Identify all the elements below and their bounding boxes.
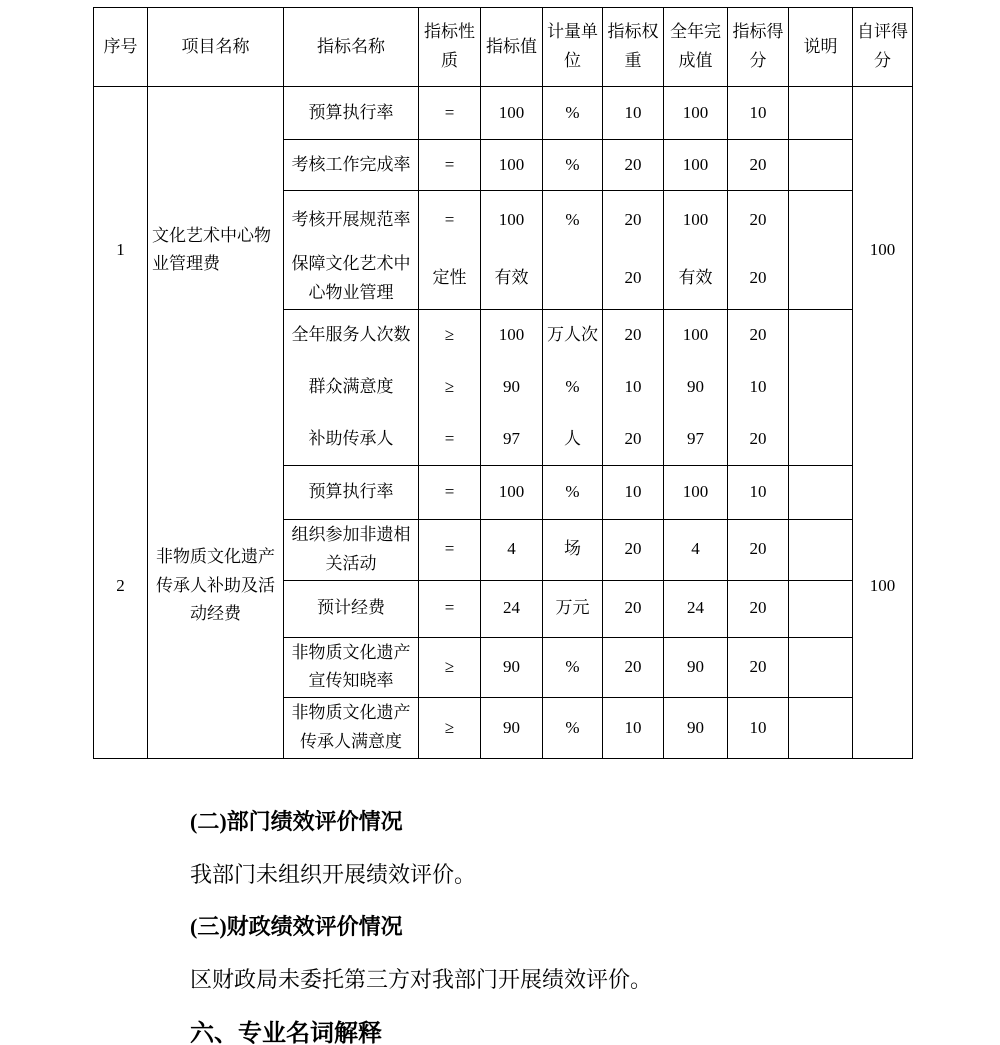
indicator-value-cell: 90 xyxy=(481,362,543,414)
indicator-nature-cell: ≥ xyxy=(419,638,481,699)
note-cell xyxy=(789,140,853,191)
section-heading-2: (二)部门绩效评价情况 xyxy=(190,809,403,834)
weight-cell: 10 xyxy=(603,362,664,414)
section-heading-3: (三)财政绩效评价情况 xyxy=(190,914,403,940)
indicator-score-cell: 20 xyxy=(728,581,789,638)
weight-cell: 20 xyxy=(603,520,664,581)
annual-done-cell: 4 xyxy=(664,520,728,581)
unit-cell: % xyxy=(543,638,603,699)
header-unit: 计量单位 xyxy=(543,8,603,87)
indicator-value-cell: 100 xyxy=(481,191,543,249)
indicator-nature-cell: = xyxy=(419,87,481,140)
performance-indicators-table xyxy=(93,7,913,759)
note-cell xyxy=(789,698,853,759)
note-cell xyxy=(789,520,853,581)
indicator-score-cell: 20 xyxy=(728,414,789,466)
indicator-value-cell: 24 xyxy=(481,581,543,638)
indicator-score-cell: 20 xyxy=(728,310,789,362)
section-heading-6: 六、专业名词解释 xyxy=(190,1019,382,1045)
note-cell xyxy=(789,249,853,310)
weight-cell: 20 xyxy=(603,140,664,191)
indicator-value-cell: 90 xyxy=(481,638,543,699)
unit-cell: 万元 xyxy=(543,581,603,638)
annual-done-cell: 100 xyxy=(664,310,728,362)
note-cell xyxy=(789,87,853,140)
indicator-nature-cell: = xyxy=(419,520,481,581)
table-row xyxy=(94,414,913,466)
header-seq: 序号 xyxy=(94,8,148,87)
indicator-score-cell: 20 xyxy=(728,520,789,581)
weight-cell: 20 xyxy=(603,638,664,699)
weight-cell: 20 xyxy=(603,191,664,249)
indicator-value-cell: 100 xyxy=(481,310,543,362)
indicator-value-cell: 100 xyxy=(481,87,543,140)
indicator-value-cell: 100 xyxy=(481,466,543,520)
indicator-nature-cell: ≥ xyxy=(419,310,481,362)
note-cell xyxy=(789,191,853,249)
indicator-score-cell: 20 xyxy=(728,638,789,699)
self-score-cell: 100 xyxy=(853,87,913,414)
header-self-score: 自评得分 xyxy=(853,8,913,87)
annual-done-cell: 90 xyxy=(664,638,728,699)
self-score-cell: 100 xyxy=(853,414,913,759)
indicator-value-cell: 100 xyxy=(481,140,543,191)
annual-done-cell: 97 xyxy=(664,414,728,466)
indicator-name-cell: 组织参加非遗相关活动 xyxy=(284,520,419,581)
note-cell xyxy=(789,638,853,699)
weight-cell: 20 xyxy=(603,310,664,362)
indicator-name-cell: 考核开展规范率 xyxy=(284,191,419,249)
weight-cell: 10 xyxy=(603,698,664,759)
unit-cell: % xyxy=(543,191,603,249)
indicator-name-cell: 预计经费 xyxy=(284,581,419,638)
indicator-name-cell: 补助传承人 xyxy=(284,414,419,466)
annual-done-cell: 100 xyxy=(664,466,728,520)
annual-done-cell: 100 xyxy=(664,140,728,191)
indicator-score-cell: 10 xyxy=(728,362,789,414)
annual-done-cell: 24 xyxy=(664,581,728,638)
section-paragraph: 区财政局未委托第三方对我部门开展绩效评价。 xyxy=(190,966,653,992)
annual-done-cell: 90 xyxy=(664,698,728,759)
unit-cell: % xyxy=(543,87,603,140)
indicator-value-cell: 90 xyxy=(481,698,543,759)
indicator-nature-cell: ≥ xyxy=(419,362,481,414)
header-indicator-value: 指标值 xyxy=(481,8,543,87)
indicator-score-cell: 10 xyxy=(728,87,789,140)
weight-cell: 20 xyxy=(603,249,664,310)
header-note: 说明 xyxy=(789,8,853,87)
indicator-name-cell: 考核工作完成率 xyxy=(284,140,419,191)
weight-cell: 20 xyxy=(603,581,664,638)
annual-done-cell: 90 xyxy=(664,362,728,414)
annual-done-cell: 100 xyxy=(664,87,728,140)
header-indicator-score: 指标得分 xyxy=(728,8,789,87)
note-cell xyxy=(789,581,853,638)
indicator-nature-cell: 定性 xyxy=(419,249,481,310)
indicator-name-cell: 非物质文化遗产传承人满意度 xyxy=(284,698,419,759)
unit-cell: % xyxy=(543,466,603,520)
unit-cell: 人 xyxy=(543,414,603,466)
indicator-nature-cell: ≥ xyxy=(419,698,481,759)
indicator-value-cell: 4 xyxy=(481,520,543,581)
header-annual-done: 全年完成值 xyxy=(664,8,728,87)
header-weight: 指标权重 xyxy=(603,8,664,87)
indicator-score-cell: 20 xyxy=(728,140,789,191)
note-cell xyxy=(789,310,853,362)
weight-cell: 10 xyxy=(603,466,664,520)
indicator-nature-cell: = xyxy=(419,191,481,249)
indicator-score-cell: 20 xyxy=(728,191,789,249)
header-indicator-name: 指标名称 xyxy=(284,8,419,87)
project-name-cell: 文化艺术中心物业管理费 xyxy=(148,87,284,414)
indicator-score-cell: 20 xyxy=(728,249,789,310)
note-cell xyxy=(789,466,853,520)
seq-cell: 1 xyxy=(94,87,148,414)
unit-cell: 场 xyxy=(543,520,603,581)
unit-cell: 万人次 xyxy=(543,310,603,362)
unit-cell: % xyxy=(543,140,603,191)
indicator-score-cell: 10 xyxy=(728,466,789,520)
table-header-row xyxy=(94,8,913,87)
table-row xyxy=(94,87,913,140)
indicator-name-cell: 非物质文化遗产宣传知晓率 xyxy=(284,638,419,699)
section-paragraph: 我部门未组织开展绩效评价。 xyxy=(190,861,477,887)
indicator-name-cell: 保障文化艺术中心物业管理 xyxy=(284,249,419,310)
unit-cell: % xyxy=(543,362,603,414)
indicator-nature-cell: = xyxy=(419,140,481,191)
unit-cell: % xyxy=(543,698,603,759)
annual-done-cell: 100 xyxy=(664,191,728,249)
header-indicator-nature: 指标性质 xyxy=(419,8,481,87)
weight-cell: 10 xyxy=(603,87,664,140)
indicator-name-cell: 预算执行率 xyxy=(284,87,419,140)
indicator-nature-cell: = xyxy=(419,414,481,466)
body-text-section xyxy=(190,810,950,1045)
note-cell xyxy=(789,414,853,466)
indicator-name-cell: 预算执行率 xyxy=(284,466,419,520)
header-project: 项目名称 xyxy=(148,8,284,87)
indicator-name-cell: 全年服务人次数 xyxy=(284,310,419,362)
annual-done-cell: 有效 xyxy=(664,249,728,310)
weight-cell: 20 xyxy=(603,414,664,466)
project-name-cell: 非物质文化遗产传承人补助及活动经费 xyxy=(148,414,284,759)
seq-cell: 2 xyxy=(94,414,148,759)
indicator-name-cell: 群众满意度 xyxy=(284,362,419,414)
indicator-value-cell: 有效 xyxy=(481,249,543,310)
indicator-value-cell: 97 xyxy=(481,414,543,466)
indicator-score-cell: 10 xyxy=(728,698,789,759)
note-cell xyxy=(789,362,853,414)
indicator-nature-cell: = xyxy=(419,466,481,520)
indicator-nature-cell: = xyxy=(419,581,481,638)
unit-cell xyxy=(543,249,603,310)
